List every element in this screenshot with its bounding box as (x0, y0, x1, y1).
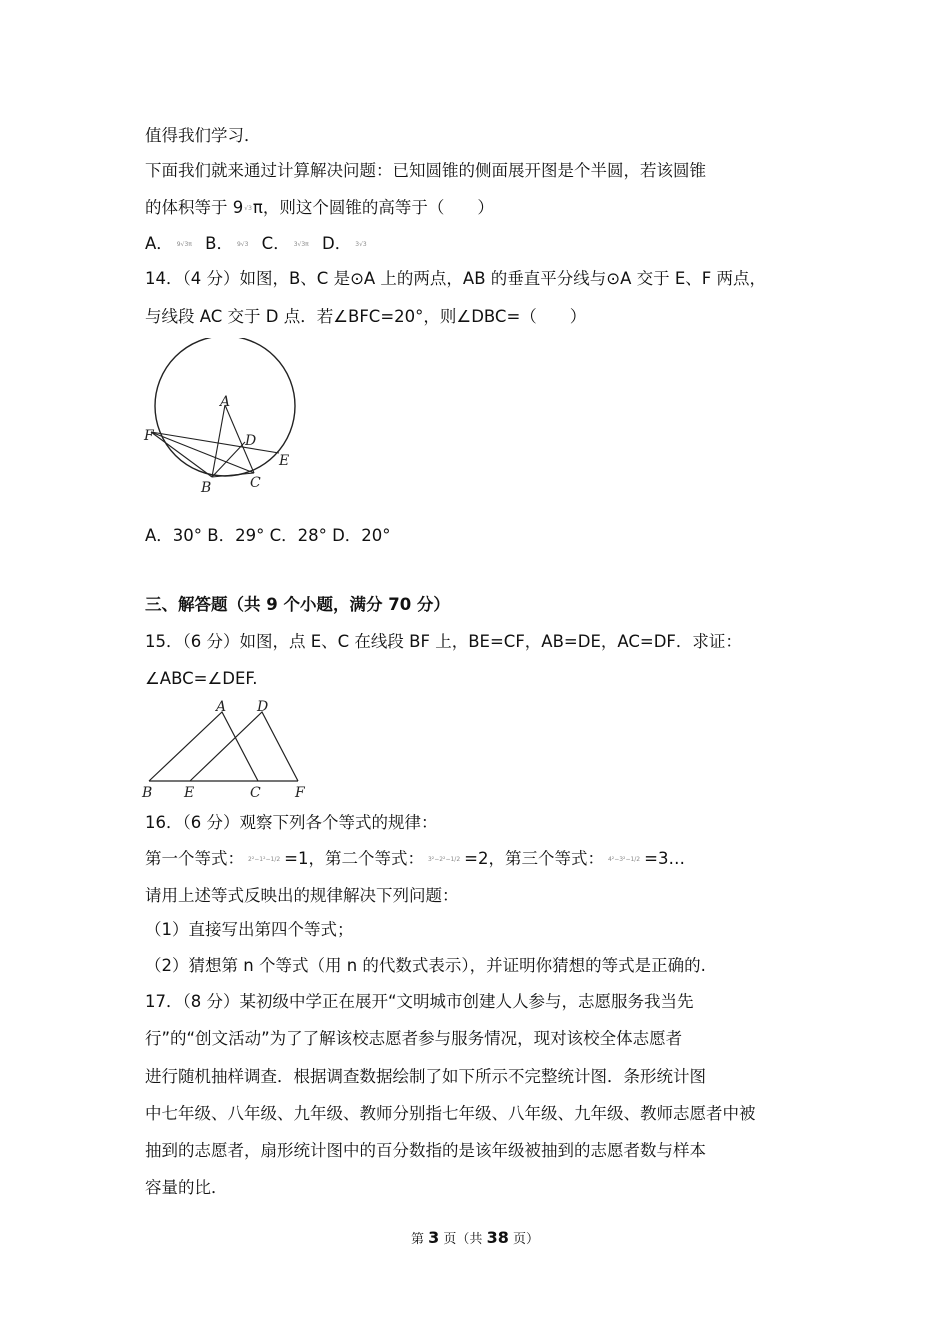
label-e: E (279, 453, 290, 469)
q13-line-1: 值得我们学习． (145, 126, 261, 145)
line-fb (151, 432, 212, 477)
q16-eq-first-value: =1，第二个等式： (284, 849, 424, 868)
q14-circle-figure (140, 338, 305, 500)
q17-line-4: 中七年级、八年级、九年级、教师分别指七年级、八年级、九年级、教师志愿者中被 (145, 1104, 756, 1123)
q16-line-3: 请用上述等式反映出的规律解决下列问题： (145, 886, 459, 905)
q16-line-1: 16．（6 分）观察下列各个等式的规律： (145, 813, 438, 832)
q13-line-3-post: π，则这个圆锥的高等于（ ） (252, 198, 494, 217)
q13-option-c: C． (261, 234, 290, 253)
q16-equations (145, 848, 685, 871)
label-c: C (250, 785, 261, 801)
line-ab (212, 405, 225, 477)
q16-eq-third-formula: 4²−3²−1/2 (607, 855, 641, 863)
label-b: B (201, 480, 212, 496)
q14-line-2: 与线段 AC 交于 D 点．若∠BFC=20°，则∠DBC=（ ） (145, 307, 587, 326)
q17-line-2: 行”的“创文活动”为了了解该校志愿者参与服务情况，现对该校全体志愿者 (145, 1029, 683, 1048)
sqrt-formula-image: √3 (244, 204, 252, 212)
q15-line-2: ∠ABC=∠DEF. (145, 669, 258, 688)
footer-post: 页） (508, 1232, 539, 1247)
label-d: D (257, 699, 269, 715)
triangle-abc (149, 712, 258, 781)
label-c: C (250, 475, 261, 491)
q13-option-a: A． (145, 234, 173, 253)
label-f: F (295, 785, 305, 801)
q16-eq-second-formula: 3²−2²−1/2 (427, 855, 461, 863)
triangle-def (190, 712, 298, 781)
label-a: A (216, 699, 227, 715)
q15-line-1: 15．（6 分）如图，点 E、C 在线段 BF 上，BE=CF，AB=DE，AC=DF．求证： (145, 632, 742, 651)
q13-option-b-formula: 9√3 (236, 240, 249, 248)
q13-line-2: 下面我们就来通过计算解决问题：已知圆锥的侧面展开图是个半圆，若该圆锥 (145, 161, 706, 180)
label-f: F (144, 428, 154, 444)
q13-option-c-formula: 3√3π (293, 240, 309, 248)
q13-option-b: B． (205, 234, 233, 253)
label-b: B (142, 785, 153, 801)
q14-line-1: 14．（4 分）如图，B、C 是⊙A 上的两点，AB 的垂直平分线与⊙A 交于 E、F 两点， (145, 269, 767, 288)
footer-pre: 第 (411, 1232, 429, 1247)
q16-part-1: （1）直接写出第四个等式； (145, 920, 354, 939)
q15-triangles-figure (140, 697, 315, 801)
q13-options (145, 233, 371, 256)
q17-line-6: 容量的比． (145, 1178, 228, 1197)
footer-mid: 页（共 (439, 1232, 487, 1247)
q14-options: A．30° B．29° C．28° D．20° (145, 526, 391, 545)
section-3-heading: 三、解答题（共 9 个小题，满分 70 分） (145, 595, 450, 614)
q17-line-1: 17．（8 分）某初级中学正在展开“文明城市创建人人参与，志愿服务我当先 (145, 992, 694, 1011)
q16-eq-second-value: =2，第三个等式： (464, 849, 604, 868)
q16-eq-third-value: =3… (644, 849, 685, 868)
label-a: A (220, 394, 231, 410)
q13-option-d-formula: 3√3 (355, 240, 367, 248)
q16-eq-first-label: 第一个等式： (145, 849, 244, 868)
q13-line-3-pre: 的体积等于 9 (145, 198, 244, 217)
q13-option-a-formula: 9√3π (176, 240, 192, 248)
page-footer (0, 1228, 950, 1247)
q17-line-3: 进行随机抽样调查．根据调查数据绘制了如下所示不完整统计图．条形统计图 (145, 1067, 706, 1086)
q16-eq-first-formula: 2²−1²−1/2 (248, 855, 281, 863)
q13-line-3 (145, 197, 494, 220)
q16-part-2: （2）猜想第 n 个等式（用 n 的代数式表示），并证明你猜想的等式是正确的. (145, 956, 706, 975)
q13-option-d: D． (322, 234, 352, 253)
footer-total-pages: 38 (486, 1228, 509, 1247)
q17-line-5: 抽到的志愿者，扇形统计图中的百分数指的是该年级被抽到的志愿者数与样本 (145, 1141, 706, 1160)
footer-page-number: 3 (428, 1228, 440, 1247)
label-e: E (184, 785, 195, 801)
label-d: D (245, 433, 257, 449)
